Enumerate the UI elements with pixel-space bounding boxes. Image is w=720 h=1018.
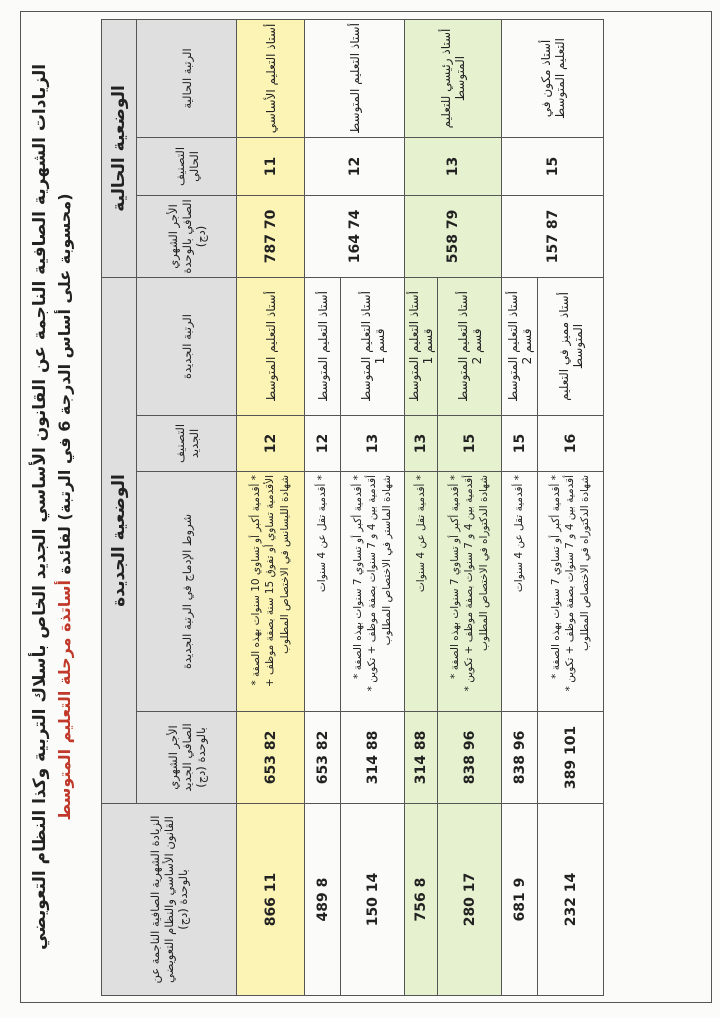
current-class-cell: 12 <box>305 137 405 195</box>
conditions-cell: * أقدمية أكبر أو تساوي 10 سنوات بهذه الصفة * الأقدمية تساوي أو تفوق 15 سنة بصفة موظف + شهادة الليسانس في الاختصاص المطلوب <box>237 471 305 711</box>
current-rank-cell: أستاذ التعليم الأساسي <box>237 19 305 137</box>
document-header <box>21 12 77 1002</box>
new-salary-cell: 88 314 <box>341 711 405 803</box>
document-frame <box>20 11 712 1003</box>
increase-cell: 11 866 <box>237 804 305 996</box>
col-new-class-header: التصنيف الجديد <box>137 415 237 471</box>
new-class-cell: 12 <box>305 415 341 471</box>
increase-cell: 8 756 <box>405 804 438 996</box>
conditions-cell: * أقدمية تقل عن 4 سنوات <box>305 471 341 711</box>
group-current-header: الوضعية الحالية <box>102 19 137 277</box>
col-current-salary-header: الأجر الشهري الصافي بالوحدة (دج) <box>137 195 237 277</box>
current-class-cell: 11 <box>237 137 305 195</box>
col-new-salary-header: الأجر الشهري الصافي الجديد بالوحدة (دج) <box>137 711 237 803</box>
new-class-cell: 13 <box>341 415 405 471</box>
current-salary-cell: 79 558 <box>405 195 502 277</box>
increase-cell: 8 489 <box>305 804 341 996</box>
new-class-cell: 15 <box>502 415 538 471</box>
current-salary-cell: 70 787 <box>237 195 305 277</box>
col-conditions-header: شروط الإدماج في الرتبة الجديدة <box>137 471 237 711</box>
subtitle-prefix: (محسوبة على أساس الدرجة 6 في الرتبة) لفائدة <box>55 193 74 580</box>
new-class-cell: 13 <box>405 415 438 471</box>
conditions-cell: * أقدمية أكبر أو تساوي 7 سنوات بهذه الصفة * أقدمية بين 4 و 7 سنوات بصفة موظف + تكوين * شهادة الدكتوراه في الاختصاص المطلوب <box>538 471 604 711</box>
current-class-cell: 15 <box>502 137 604 195</box>
conditions-cell: * أقدمية تقل عن 4 سنوات <box>502 471 538 711</box>
subtitle-highlight: أساتذة مرحلة التعليم المتوسط <box>55 579 74 821</box>
col-increase-header: الزيادة الشهرية الصافية الناجمة عن القانون الأساسي والنظام التعويضي بالوحدة (دج) <box>102 804 237 996</box>
current-rank-cell: أستاذ رئيسي للتعليم المتوسط <box>405 19 502 137</box>
col-current-class-header: التصنيف الحالي <box>137 137 237 195</box>
table-row <box>502 19 538 995</box>
table-group-header-row <box>102 19 137 995</box>
new-salary-cell: 82 653 <box>305 711 341 803</box>
new-rank-cell: أستاذ التعليم المتوسط قسم 1 <box>405 277 438 415</box>
current-rank-cell: أستاذ التعليم المتوسط <box>305 19 405 137</box>
new-class-cell: 15 <box>438 415 502 471</box>
new-class-cell: 12 <box>237 415 305 471</box>
new-rank-cell: أستاذ التعليم المتوسط قسم 1 <box>341 277 405 415</box>
document-subtitle <box>53 12 77 1002</box>
new-rank-cell: أستاذ مميز في التعليم المتوسط <box>538 277 604 415</box>
new-rank-cell: أستاذ التعليم المتوسط قسم 2 <box>502 277 538 415</box>
new-rank-cell: أستاذ التعليم المتوسط <box>237 277 305 415</box>
increase-cell: 9 681 <box>502 804 538 996</box>
increase-cell: 14 150 <box>341 804 405 996</box>
conditions-cell: * أقدمية تقل عن 4 سنوات <box>405 471 438 711</box>
current-class-cell: 13 <box>405 137 502 195</box>
salary-increase-table <box>101 19 604 996</box>
group-new-header: الوضعية الجديدة <box>102 277 137 803</box>
new-salary-cell: 96 838 <box>438 711 502 803</box>
new-salary-cell: 88 314 <box>405 711 438 803</box>
new-class-cell: 16 <box>538 415 604 471</box>
new-salary-cell: 96 838 <box>502 711 538 803</box>
increase-cell: 14 232 <box>538 804 604 996</box>
current-rank-cell: أستاذ مكون في التعليم المتوسط <box>502 19 604 137</box>
new-rank-cell: أستاذ التعليم المتوسط قسم 2 <box>438 277 502 415</box>
new-salary-cell: 82 653 <box>237 711 305 803</box>
current-salary-cell: 74 164 <box>305 195 405 277</box>
col-new-rank-header: الرتبة الجديدة <box>137 277 237 415</box>
increase-cell: 17 280 <box>438 804 502 996</box>
new-rank-cell: أستاذ التعليم المتوسط <box>305 277 341 415</box>
table-row <box>237 19 305 995</box>
current-salary-cell: 87 157 <box>502 195 604 277</box>
table-row <box>305 19 341 995</box>
table-row <box>405 19 438 995</box>
conditions-cell: * أقدمية أكبر أو تساوي 7 سنوات بهذه الصفة * أقدمية بين 4 و 7 سنوات بصفة موظف + تكوين * شهادة الماستر في الاختصاص المطلوب <box>341 471 405 711</box>
new-salary-cell: 101 389 <box>538 711 604 803</box>
conditions-cell: * أقدمية أكبر أو تساوي 7 سنوات بهذه الصفة * أقدمية بين 4 و 7 سنوات بصفة موظف + تكوين * شهادة الدكتوراه في الاختصاص المطلوب <box>438 471 502 711</box>
document-title: الزيادات الشهرية الصافية الناجمة عن القانون الأساسي الجديد الخاص بأسلاك التربية وكذا النظام التعويضي <box>30 63 50 951</box>
col-current-rank-header: الرتبة الحالية <box>137 19 237 137</box>
